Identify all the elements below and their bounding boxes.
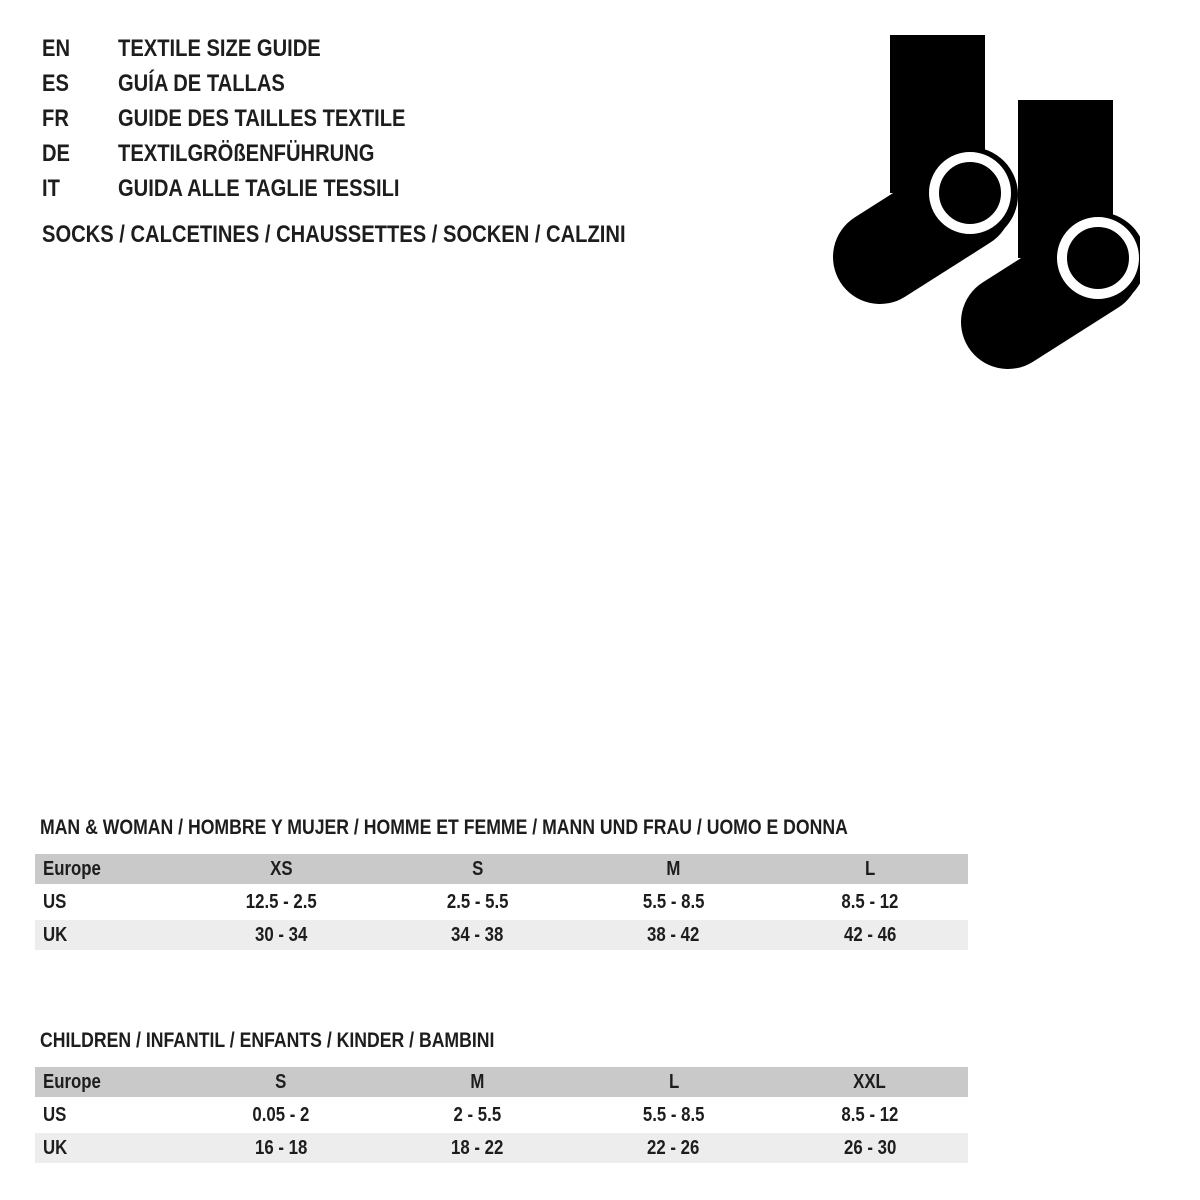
size-table-adults: [35, 854, 968, 950]
size-value: 12.5 - 2.5: [245, 891, 317, 913]
size-value: 8.5 - 12: [841, 891, 899, 913]
column-header-size: XS: [269, 858, 293, 880]
guide-title-es: GUÍA DE TALLAS: [118, 69, 285, 97]
size-value: 5.5 - 8.5: [642, 891, 705, 913]
column-header-size: M: [470, 1071, 485, 1093]
column-header-region: Europe: [43, 1071, 101, 1093]
table-header-row: [35, 854, 968, 884]
row-label: UK: [43, 924, 68, 946]
language-code: FR: [42, 104, 69, 132]
language-row-en: [42, 31, 460, 66]
table-row-us: [35, 1100, 968, 1130]
language-row-it: [42, 171, 460, 206]
size-value: 8.5 - 12: [841, 1104, 899, 1126]
column-header-region: Europe: [43, 858, 101, 880]
column-header-size: XXL: [853, 1071, 887, 1093]
guide-title-en: TEXTILE SIZE GUIDE: [118, 34, 321, 62]
language-row-de: [42, 136, 460, 171]
row-label: US: [43, 891, 67, 913]
size-value: 18 - 22: [451, 1137, 504, 1159]
column-header-size: S: [471, 858, 483, 880]
guide-title-fr: GUIDE DES TAILLES TEXTILE: [118, 104, 406, 132]
table-row-us: [35, 887, 968, 917]
row-label: US: [43, 1104, 67, 1126]
language-code: ES: [42, 69, 69, 97]
language-code: IT: [42, 174, 60, 202]
language-title-list: [42, 31, 460, 206]
column-header-size: S: [275, 1071, 287, 1093]
size-value: 16 - 18: [254, 1137, 308, 1159]
language-code: DE: [42, 139, 71, 167]
language-row-fr: [42, 101, 460, 136]
table-header-row: [35, 1067, 968, 1097]
size-table-children: [35, 1067, 968, 1163]
socks-icon: [790, 12, 1140, 380]
column-header-size: L: [864, 858, 876, 880]
size-table-section-adults: [35, 815, 968, 950]
size-value: 5.5 - 8.5: [642, 1104, 705, 1126]
product-category-line: SOCKS / CALCETINES / CHAUSSETTES / SOCKEN / CALZINI: [42, 221, 626, 248]
table-title-children: CHILDREN / INFANTIL / ENFANTS / KINDER / BAMBINI: [40, 1029, 495, 1052]
table-title-adults: MAN & WOMAN / HOMBRE Y MUJER / HOMME ET FEMME / MANN UND FRAU / UOMO E DONNA: [40, 816, 848, 839]
language-code: EN: [42, 34, 71, 62]
size-table-section-children: [35, 1028, 968, 1163]
size-value: 30 - 34: [254, 924, 308, 946]
size-value: 38 - 42: [647, 924, 700, 946]
guide-title-it: GUIDA ALLE TAGLIE TESSILI: [118, 174, 400, 202]
language-row-es: [42, 66, 460, 101]
table-row-uk: [35, 1133, 968, 1163]
row-label: UK: [43, 1137, 68, 1159]
size-value: 42 - 46: [843, 924, 897, 946]
size-value: 26 - 30: [843, 1137, 897, 1159]
size-value: 34 - 38: [451, 924, 504, 946]
size-value: 0.05 - 2: [252, 1104, 310, 1126]
table-row-uk: [35, 920, 968, 950]
size-value: 2 - 5.5: [453, 1104, 502, 1126]
column-header-size: L: [668, 1071, 679, 1093]
size-value: 2.5 - 5.5: [446, 891, 509, 913]
column-header-size: M: [666, 858, 681, 880]
guide-title-de: TEXTILGRÖßENFÜHRUNG: [118, 139, 375, 167]
size-value: 22 - 26: [647, 1137, 700, 1159]
